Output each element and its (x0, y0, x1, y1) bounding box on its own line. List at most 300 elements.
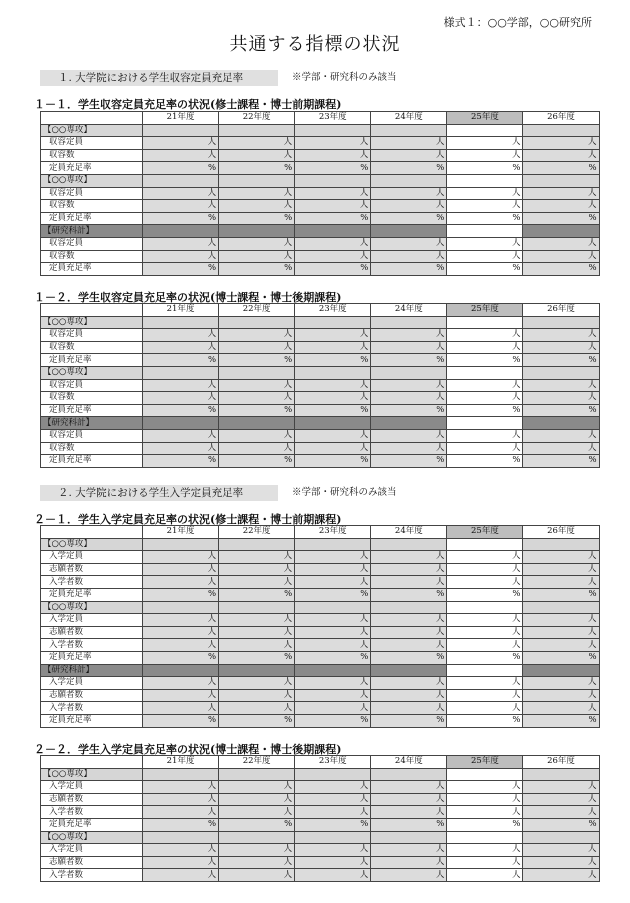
value-cell[interactable]: 人 (523, 856, 599, 869)
value-cell[interactable]: 人 (143, 563, 219, 576)
value-cell[interactable]: 人 (143, 576, 219, 589)
value-cell[interactable]: 人 (295, 392, 371, 405)
value-cell[interactable]: 人 (143, 781, 219, 794)
value-cell[interactable]: % (295, 212, 371, 225)
year-header: 26年度 (523, 112, 599, 125)
value-cell[interactable]: % (447, 714, 523, 727)
value-cell[interactable]: % (371, 263, 447, 276)
value-cell[interactable]: 人 (219, 639, 295, 652)
value-cell[interactable]: 人 (447, 200, 523, 213)
value-cell[interactable]: 人 (371, 551, 447, 564)
value-cell[interactable]: 人 (371, 392, 447, 405)
table-row (41, 329, 600, 342)
value-cell[interactable]: % (219, 212, 295, 225)
table-row (41, 187, 600, 200)
value-cell[interactable]: 人 (447, 639, 523, 652)
value-cell[interactable]: 人 (295, 626, 371, 639)
table-row (41, 429, 600, 442)
value-cell[interactable]: 人 (143, 329, 219, 342)
table-row (41, 806, 600, 819)
value-cell[interactable]: 人 (371, 806, 447, 819)
value-cell[interactable]: 人 (219, 237, 295, 250)
table-row (41, 392, 600, 405)
value-cell[interactable]: 人 (143, 844, 219, 857)
table-row (41, 869, 600, 882)
value-cell[interactable]: 人 (295, 576, 371, 589)
value-cell[interactable]: 人 (523, 137, 599, 150)
value-cell[interactable]: 人 (523, 200, 599, 213)
value-cell[interactable]: 人 (219, 551, 295, 564)
value-cell[interactable]: % (447, 455, 523, 468)
value-cell[interactable]: 人 (523, 187, 599, 200)
value-cell[interactable]: 人 (523, 563, 599, 576)
value-cell[interactable]: 人 (523, 869, 599, 882)
value-cell[interactable]: 人 (447, 793, 523, 806)
value-cell[interactable]: 人 (523, 626, 599, 639)
value-cell[interactable]: % (219, 651, 295, 664)
value-cell[interactable]: 人 (219, 677, 295, 690)
value-cell[interactable]: 人 (295, 551, 371, 564)
value-cell[interactable]: % (523, 404, 599, 417)
value-cell[interactable]: 人 (295, 237, 371, 250)
value-cell[interactable]: 人 (143, 677, 219, 690)
value-cell[interactable]: % (143, 263, 219, 276)
value-cell[interactable]: 人 (447, 844, 523, 857)
row-label: 定員充足率 (41, 212, 143, 225)
value-cell[interactable]: % (371, 651, 447, 664)
value-cell[interactable]: % (295, 162, 371, 175)
group-total-row (41, 417, 600, 430)
value-cell[interactable]: % (371, 818, 447, 831)
group-cell (371, 225, 447, 238)
value-cell[interactable]: 人 (523, 689, 599, 702)
value-cell[interactable]: 人 (143, 806, 219, 819)
group-cell (295, 768, 371, 781)
value-cell[interactable]: % (523, 162, 599, 175)
corner-cell (41, 304, 143, 317)
table-row (41, 626, 600, 639)
value-cell[interactable]: % (371, 404, 447, 417)
group-name: 【○○専攻】 (41, 366, 143, 379)
value-cell[interactable]: 人 (523, 392, 599, 405)
value-cell[interactable]: 人 (143, 856, 219, 869)
value-cell[interactable]: 人 (523, 429, 599, 442)
value-cell[interactable]: 人 (447, 137, 523, 150)
value-cell[interactable]: 人 (143, 626, 219, 639)
value-cell[interactable]: % (295, 818, 371, 831)
group-cell (523, 538, 599, 551)
value-cell[interactable]: 人 (447, 626, 523, 639)
value-cell[interactable]: % (447, 818, 523, 831)
value-cell[interactable]: 人 (523, 551, 599, 564)
value-cell[interactable]: 人 (447, 187, 523, 200)
value-cell[interactable]: 人 (447, 429, 523, 442)
value-cell[interactable]: % (295, 588, 371, 601)
value-cell[interactable]: % (143, 354, 219, 367)
group-cell (295, 601, 371, 614)
value-cell[interactable]: % (523, 714, 599, 727)
value-cell[interactable]: 人 (219, 341, 295, 354)
value-cell[interactable]: 人 (371, 442, 447, 455)
value-cell[interactable]: 人 (447, 563, 523, 576)
value-cell[interactable]: 人 (523, 793, 599, 806)
row-label: 志願者数 (41, 563, 143, 576)
value-cell[interactable]: 人 (447, 341, 523, 354)
value-cell[interactable]: 人 (295, 200, 371, 213)
value-cell[interactable]: % (143, 588, 219, 601)
value-cell[interactable]: 人 (371, 329, 447, 342)
table-row (41, 237, 600, 250)
value-cell[interactable]: 人 (219, 149, 295, 162)
table-row (41, 551, 600, 564)
row-label: 収容定員 (41, 187, 143, 200)
value-cell[interactable]: % (447, 651, 523, 664)
value-cell[interactable]: 人 (295, 149, 371, 162)
group-row (41, 768, 600, 781)
header-row (41, 304, 600, 317)
value-cell[interactable]: % (143, 651, 219, 664)
group-cell (143, 316, 219, 329)
value-cell[interactable]: 人 (371, 379, 447, 392)
value-cell[interactable]: 人 (143, 442, 219, 455)
value-cell[interactable]: 人 (371, 187, 447, 200)
row-label: 入学定員 (41, 614, 143, 627)
value-cell[interactable]: 人 (295, 677, 371, 690)
group-row (41, 366, 600, 379)
value-cell[interactable]: % (143, 714, 219, 727)
value-cell[interactable]: 人 (371, 341, 447, 354)
value-cell[interactable]: % (371, 455, 447, 468)
group-cell (523, 124, 599, 137)
value-cell[interactable]: 人 (295, 563, 371, 576)
group-cell (219, 538, 295, 551)
value-cell[interactable]: % (143, 818, 219, 831)
year-header: 25年度 (447, 756, 523, 769)
value-cell[interactable]: % (295, 263, 371, 276)
value-cell[interactable]: 人 (523, 250, 599, 263)
value-cell[interactable]: 人 (295, 869, 371, 882)
value-cell[interactable]: 人 (219, 250, 295, 263)
value-cell[interactable]: 人 (219, 392, 295, 405)
value-cell[interactable]: 人 (371, 677, 447, 690)
value-cell[interactable]: 人 (523, 576, 599, 589)
value-cell[interactable]: 人 (143, 614, 219, 627)
group-cell (523, 601, 599, 614)
group-cell (143, 417, 219, 430)
value-cell[interactable]: 人 (523, 639, 599, 652)
value-cell[interactable]: % (143, 404, 219, 417)
corner-cell (41, 526, 143, 539)
section-header-1: １. 大学院における学生収容定員充足率 (40, 70, 278, 86)
value-cell[interactable]: 人 (371, 576, 447, 589)
row-label: 収容定員 (41, 379, 143, 392)
value-cell[interactable]: 人 (295, 341, 371, 354)
value-cell[interactable]: 人 (219, 187, 295, 200)
group-total-row (41, 664, 600, 677)
year-header: 23年度 (295, 304, 371, 317)
value-cell[interactable]: 人 (523, 379, 599, 392)
year-header: 25年度 (447, 112, 523, 125)
value-cell[interactable]: 人 (371, 869, 447, 882)
value-cell[interactable]: % (447, 354, 523, 367)
value-cell[interactable]: % (447, 588, 523, 601)
value-cell[interactable]: 人 (371, 237, 447, 250)
value-cell[interactable]: % (295, 455, 371, 468)
value-cell[interactable]: 人 (523, 149, 599, 162)
value-cell[interactable]: 人 (447, 806, 523, 819)
group-cell (371, 831, 447, 844)
value-cell[interactable]: 人 (447, 702, 523, 715)
value-cell[interactable]: 人 (371, 793, 447, 806)
value-cell[interactable]: 人 (219, 806, 295, 819)
value-cell[interactable]: 人 (143, 237, 219, 250)
value-cell[interactable]: % (295, 651, 371, 664)
value-cell[interactable]: 人 (143, 187, 219, 200)
value-cell[interactable]: 人 (219, 429, 295, 442)
row-label: 入学者数 (41, 576, 143, 589)
value-cell[interactable]: 人 (447, 551, 523, 564)
value-cell[interactable]: 人 (219, 689, 295, 702)
value-cell[interactable]: 人 (295, 793, 371, 806)
value-cell[interactable]: 人 (523, 806, 599, 819)
value-cell[interactable]: % (143, 455, 219, 468)
group-total-row (41, 225, 600, 238)
value-cell[interactable]: 人 (295, 614, 371, 627)
value-cell[interactable]: 人 (295, 689, 371, 702)
value-cell[interactable]: % (219, 404, 295, 417)
value-cell[interactable]: 人 (447, 614, 523, 627)
value-cell[interactable]: 人 (371, 149, 447, 162)
value-cell[interactable]: % (523, 588, 599, 601)
value-cell[interactable]: 人 (143, 702, 219, 715)
value-cell[interactable]: 人 (447, 442, 523, 455)
value-cell[interactable]: 人 (371, 429, 447, 442)
value-cell[interactable]: 人 (219, 576, 295, 589)
value-cell[interactable]: % (371, 714, 447, 727)
group-cell (371, 316, 447, 329)
value-cell[interactable]: 人 (295, 379, 371, 392)
value-cell[interactable]: 人 (295, 137, 371, 150)
value-cell[interactable]: 人 (143, 429, 219, 442)
value-cell[interactable]: 人 (371, 856, 447, 869)
year-header: 24年度 (371, 304, 447, 317)
value-cell[interactable]: 人 (371, 137, 447, 150)
value-cell[interactable]: % (447, 404, 523, 417)
value-cell[interactable]: % (371, 162, 447, 175)
value-cell[interactable]: % (447, 212, 523, 225)
value-cell[interactable]: % (523, 212, 599, 225)
value-cell[interactable]: 人 (523, 341, 599, 354)
value-cell[interactable]: % (371, 212, 447, 225)
value-cell[interactable]: 人 (143, 392, 219, 405)
value-cell[interactable]: 人 (143, 250, 219, 263)
table-1-2 (40, 303, 600, 468)
value-cell[interactable]: % (219, 354, 295, 367)
row-label: 志願者数 (41, 689, 143, 702)
row-label: 収容定員 (41, 137, 143, 150)
value-cell[interactable]: 人 (371, 614, 447, 627)
value-cell[interactable]: % (523, 651, 599, 664)
value-cell[interactable]: 人 (523, 237, 599, 250)
group-cell (143, 538, 219, 551)
row-label: 入学者数 (41, 639, 143, 652)
value-cell[interactable]: 人 (371, 844, 447, 857)
value-cell[interactable]: 人 (219, 329, 295, 342)
value-cell[interactable]: % (371, 354, 447, 367)
row-label: 収容定員 (41, 237, 143, 250)
value-cell[interactable]: 人 (447, 781, 523, 794)
value-cell[interactable]: % (295, 404, 371, 417)
value-cell[interactable]: 人 (219, 856, 295, 869)
value-cell[interactable]: 人 (143, 137, 219, 150)
year-header: 21年度 (143, 756, 219, 769)
group-cell (295, 316, 371, 329)
value-cell[interactable]: 人 (523, 442, 599, 455)
value-cell[interactable]: % (523, 818, 599, 831)
value-cell[interactable]: 人 (371, 781, 447, 794)
value-cell[interactable]: 人 (371, 639, 447, 652)
group-cell (371, 664, 447, 677)
header-row (41, 756, 600, 769)
group-name: 【研究科計】 (41, 417, 143, 430)
value-cell[interactable]: 人 (523, 614, 599, 627)
value-cell[interactable]: 人 (295, 844, 371, 857)
group-cell (219, 316, 295, 329)
table-row (41, 588, 600, 601)
group-name: 【○○専攻】 (41, 174, 143, 187)
value-cell[interactable]: 人 (295, 187, 371, 200)
value-cell[interactable]: % (219, 714, 295, 727)
value-cell[interactable]: 人 (143, 379, 219, 392)
group-name: 【○○専攻】 (41, 831, 143, 844)
value-cell[interactable]: % (447, 162, 523, 175)
value-cell[interactable]: 人 (371, 689, 447, 702)
value-cell[interactable]: 人 (143, 341, 219, 354)
group-cell (295, 538, 371, 551)
value-cell[interactable]: 人 (295, 442, 371, 455)
value-cell[interactable]: 人 (295, 429, 371, 442)
value-cell[interactable]: % (219, 455, 295, 468)
value-cell[interactable]: 人 (447, 237, 523, 250)
table-row (41, 200, 600, 213)
value-cell[interactable]: 人 (143, 551, 219, 564)
value-cell[interactable]: 人 (371, 200, 447, 213)
value-cell[interactable]: 人 (447, 677, 523, 690)
value-cell[interactable]: 人 (143, 639, 219, 652)
value-cell[interactable]: 人 (219, 844, 295, 857)
section-header-2: ２. 大学院における学生入学定員充足率 (40, 485, 278, 501)
value-cell[interactable]: 人 (219, 442, 295, 455)
row-label: 入学定員 (41, 781, 143, 794)
value-cell[interactable]: 人 (219, 781, 295, 794)
value-cell[interactable]: 人 (447, 576, 523, 589)
value-cell[interactable]: 人 (523, 677, 599, 690)
value-cell[interactable]: % (219, 818, 295, 831)
value-cell[interactable]: 人 (143, 793, 219, 806)
value-cell[interactable]: 人 (143, 149, 219, 162)
row-label: 定員充足率 (41, 455, 143, 468)
value-cell[interactable]: 人 (447, 149, 523, 162)
value-cell[interactable]: 人 (371, 702, 447, 715)
value-cell[interactable]: 人 (523, 781, 599, 794)
value-cell[interactable]: % (295, 354, 371, 367)
table-row (41, 614, 600, 627)
value-cell[interactable]: % (447, 263, 523, 276)
value-cell[interactable]: 人 (219, 379, 295, 392)
value-cell[interactable]: % (295, 714, 371, 727)
table-row (41, 689, 600, 702)
year-header: 23年度 (295, 756, 371, 769)
value-cell[interactable]: 人 (523, 844, 599, 857)
value-cell[interactable]: 人 (295, 781, 371, 794)
group-name: 【○○専攻】 (41, 124, 143, 137)
value-cell[interactable]: 人 (143, 200, 219, 213)
value-cell[interactable]: 人 (523, 329, 599, 342)
value-cell[interactable]: 人 (447, 689, 523, 702)
value-cell[interactable]: 人 (447, 250, 523, 263)
value-cell[interactable]: 人 (295, 329, 371, 342)
value-cell[interactable]: 人 (447, 329, 523, 342)
value-cell[interactable]: % (523, 455, 599, 468)
value-cell[interactable]: 人 (447, 856, 523, 869)
value-cell[interactable]: 人 (219, 869, 295, 882)
value-cell[interactable]: 人 (219, 793, 295, 806)
value-cell[interactable]: 人 (143, 689, 219, 702)
value-cell[interactable]: % (143, 162, 219, 175)
page-title: 共通する指標の状況 (229, 34, 401, 55)
value-cell[interactable]: % (143, 212, 219, 225)
group-cell (143, 124, 219, 137)
value-cell[interactable]: 人 (371, 250, 447, 263)
value-cell[interactable]: 人 (219, 200, 295, 213)
group-name: 【研究科計】 (41, 664, 143, 677)
group-cell (447, 664, 523, 677)
value-cell[interactable]: % (219, 162, 295, 175)
value-cell[interactable]: 人 (447, 379, 523, 392)
value-cell[interactable]: 人 (295, 856, 371, 869)
value-cell[interactable]: % (219, 588, 295, 601)
value-cell[interactable]: 人 (447, 392, 523, 405)
row-label: 定員充足率 (41, 263, 143, 276)
value-cell[interactable]: 人 (295, 806, 371, 819)
value-cell[interactable]: % (523, 354, 599, 367)
value-cell[interactable]: 人 (295, 639, 371, 652)
value-cell[interactable]: 人 (219, 137, 295, 150)
value-cell[interactable]: 人 (219, 702, 295, 715)
table-2-1 (40, 525, 600, 728)
value-cell[interactable]: 人 (523, 702, 599, 715)
group-cell (295, 174, 371, 187)
value-cell[interactable]: 人 (295, 250, 371, 263)
value-cell[interactable]: 人 (371, 563, 447, 576)
group-cell (143, 174, 219, 187)
value-cell[interactable]: % (219, 263, 295, 276)
group-cell (219, 664, 295, 677)
table-title-1-1: １－１．学生収容定員充足率の状況(修士課程・博士前期課程) (34, 98, 342, 111)
value-cell[interactable]: 人 (219, 614, 295, 627)
value-cell[interactable]: 人 (143, 869, 219, 882)
corner-cell (41, 756, 143, 769)
value-cell[interactable]: 人 (219, 626, 295, 639)
value-cell[interactable]: 人 (447, 869, 523, 882)
value-cell[interactable]: 人 (371, 626, 447, 639)
value-cell[interactable]: % (371, 588, 447, 601)
value-cell[interactable]: % (523, 263, 599, 276)
value-cell[interactable]: 人 (219, 563, 295, 576)
year-header: 22年度 (219, 112, 295, 125)
value-cell[interactable]: 人 (295, 702, 371, 715)
table-title-2-2: ２－２．学生入学定員充足率の状況(博士課程・博士後期課程) (34, 743, 342, 756)
